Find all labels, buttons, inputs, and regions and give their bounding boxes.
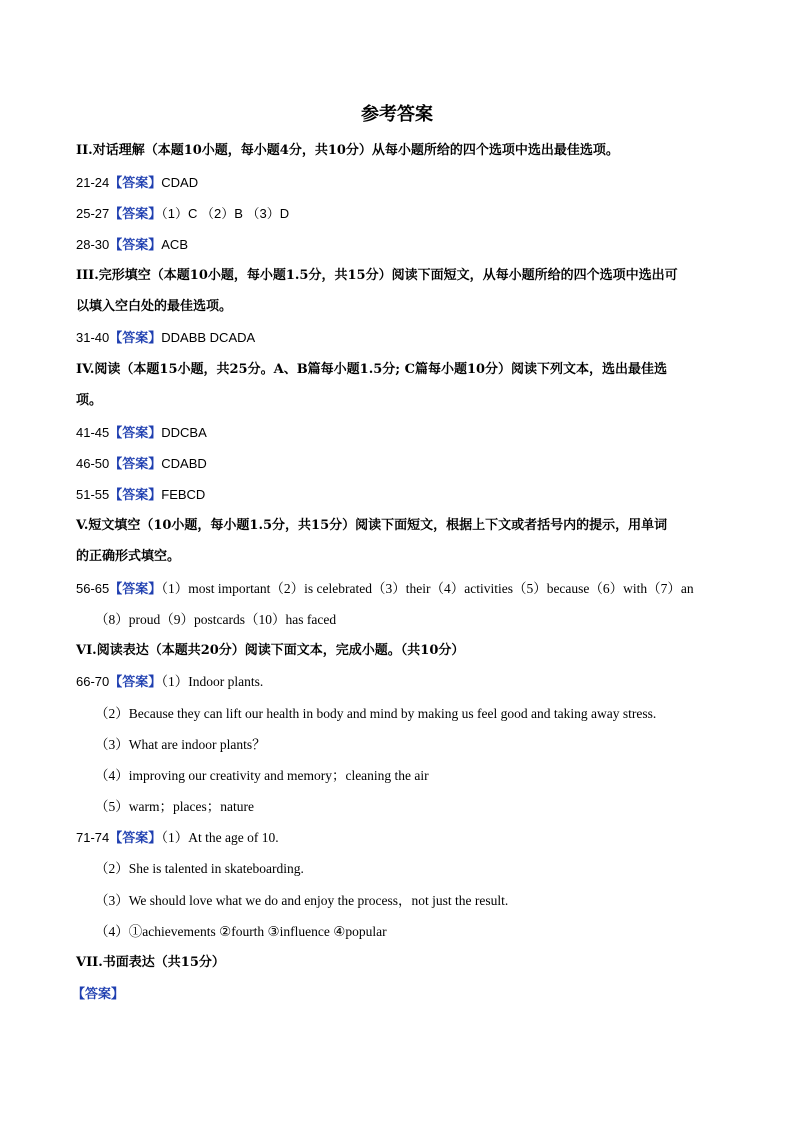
- answer-71-74-item-2: （2）She is talented in skateboarding.: [95, 861, 304, 876]
- page-title: 参考答案: [361, 104, 433, 125]
- answer-tag: 【答案】: [109, 488, 162, 503]
- question-range: 28-30: [76, 237, 110, 252]
- answer-row-56-65-continued: （8）proud（9）postcards（10）has faced: [95, 612, 337, 627]
- answer-row-31-40: [76, 328, 718, 349]
- answer-tag: 【答案】: [109, 675, 162, 690]
- answer-row-writing: [72, 985, 714, 1005]
- section-3-heading-line1: III.完形填空（本题10小题，每小题1.5分，共15分）阅读下面短文，从每小题所给的四个选项中选出可: [76, 268, 678, 283]
- question-range: 71-74: [76, 830, 110, 845]
- answer-row-66-70: [76, 672, 718, 693]
- section-5-heading-line1: V.短文填空（10小题，每小题1.5分，共15分）阅读下面短文，根据上下文或者括号内的提示，用单词: [76, 518, 668, 533]
- answer-row-71-74: [76, 828, 718, 849]
- answer-row-28-30: [76, 235, 718, 256]
- section-7-heading: VII.书面表达（共15分）: [76, 955, 225, 970]
- answer-tag: 【答案】: [109, 331, 162, 346]
- answer-row-46-50: [76, 454, 718, 475]
- answer-71-74-item-4: （4）①achievements ②fourth ③influence ④popular: [95, 924, 387, 939]
- answer-tag: 【答案】: [109, 426, 162, 441]
- answer-text: （1）At the age of 10.: [161, 830, 279, 845]
- answer-66-70-item-2: （2）Because they can lift our health in body and mind by making us feel good and taking away stress.: [95, 706, 657, 721]
- question-range: 31-40: [76, 330, 110, 345]
- answer-row-21-24: [76, 173, 718, 194]
- answer-text: ACB: [161, 237, 188, 252]
- answer-row-41-45: [76, 423, 718, 444]
- answer-tag: 【答案】: [109, 207, 162, 222]
- question-range: 66-70: [76, 674, 110, 689]
- question-range: 46-50: [76, 456, 110, 471]
- question-range: 56-65: [76, 581, 110, 596]
- answer-text: （1）C （2）B （3）D: [161, 206, 290, 221]
- section-3-heading-line2: 以填入空白处的最佳选项。: [76, 299, 233, 314]
- answer-66-70-item-3: （3）What are indoor plants？: [95, 737, 266, 752]
- answer-text: DDABB DCADA: [161, 330, 256, 345]
- answer-tag: 【答案】: [109, 176, 162, 191]
- answer-text: CDAD: [161, 175, 199, 190]
- answer-text: DDCBA: [161, 425, 207, 440]
- answer-tag: 【答案】: [72, 987, 125, 1002]
- answer-row-56-65: [76, 579, 718, 600]
- answer-row-25-27: [76, 204, 718, 225]
- answer-text: （1）most important（2）is celebrated（3）their（4）activities（5）because（6）with（7）an: [161, 581, 694, 596]
- section-5-heading-line2: 的正确形式填空。: [76, 549, 181, 564]
- answer-tag: 【答案】: [109, 831, 162, 846]
- answer-66-70-item-5: （5）warm；places；nature: [95, 799, 254, 814]
- section-4-heading-line2: 项。: [76, 393, 103, 408]
- question-range: 41-45: [76, 425, 110, 440]
- answer-row-51-55: [76, 485, 718, 506]
- question-range: 51-55: [76, 487, 110, 502]
- section-6-heading: VI.阅读表达（本题共20分）阅读下面文本，完成小题。（共10分）: [76, 643, 465, 658]
- answer-tag: 【答案】: [109, 238, 162, 253]
- section-4-heading-line1: IV.阅读（本题15小题，共25分。A、B篇每小题1.5分; C篇每小题10分）阅读下列文本，选出最佳选: [76, 362, 668, 377]
- question-range: 21-24: [76, 175, 110, 190]
- answer-text: FEBCD: [161, 487, 206, 502]
- section-2-heading: II.对话理解（本题10小题，每小题4分，共10分）从每小题所给的四个选项中选出最佳选项。: [76, 143, 619, 158]
- answer-66-70-item-4: （4）improving our creativity and memory；cleaning the air: [95, 768, 429, 783]
- question-range: 25-27: [76, 206, 110, 221]
- answer-tag: 【答案】: [109, 582, 162, 597]
- answer-text: CDABD: [161, 456, 207, 471]
- answer-text: （1）Indoor plants.: [161, 674, 264, 689]
- answer-tag: 【答案】: [109, 457, 162, 472]
- answer-71-74-item-3: （3）We should love what we do and enjoy the process，not just the result.: [95, 893, 509, 908]
